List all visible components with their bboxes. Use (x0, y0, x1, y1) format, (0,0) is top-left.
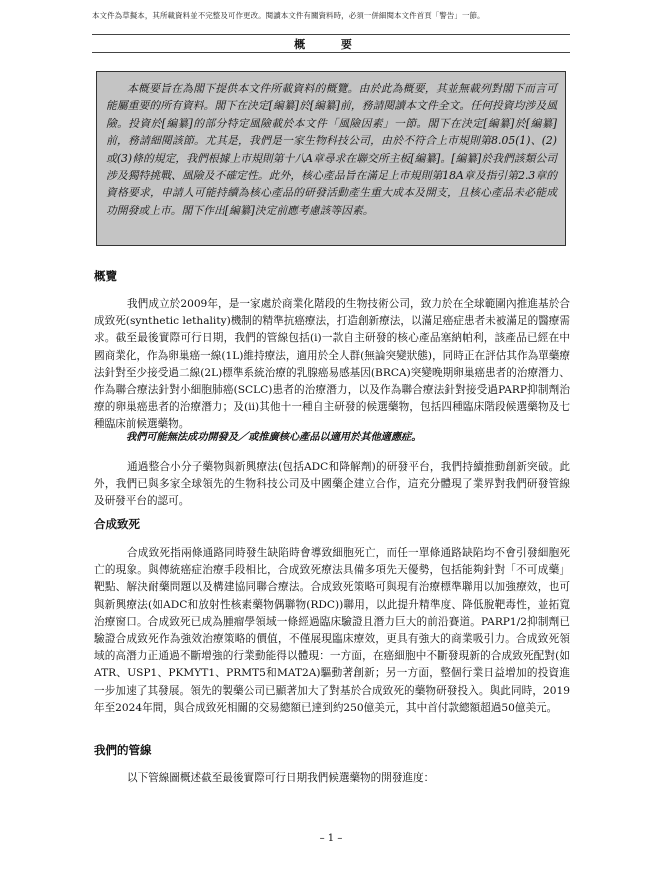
overview-paragraph-2: 通過整合小分子藥物與新興療法(包括ADC和降解劑)的研發平台，我們持續推動創新突破。此外，我們已與多家全球領先的生物科技公司及中國藥企建立合作，這充分體現了業界對我們研發管線及研發平台的認可。 (94, 461, 570, 508)
summary-disclaimer-text: 本概要旨在為閣下提供本文件所載資料的概覽。由於此為概要，其並無載列對閣下而言可能屬重要的所有資料。閣下在決定[編纂]於[編纂]前，務請閱讀本文件全文。任何投資均涉及風險。投資於[編纂]的部分特定風險載於本文件「風險因素」一節。閣下在決定[編纂]於[編纂]前，務請細閱該節。尤其是，我們是一家生物科技公司，由於不符合上市規則第8.05(1)、(2)或(3)條的規定，我們根據上市規則第十八A章尋求在聯交所主板[編纂]。[編纂]於我們該類公司涉及獨特挑戰、風險及不確定性。此外，核心產品旨在滿足上市規則第18A章及指引第2.3章的資格要求，申請人可能持續為核心產品的研發活動產生重大成本及開支，且核心產品未必能成功開發或上市。閣下作出[編纂]決定前應考慮該等因素。 (106, 82, 557, 217)
overview-risk-statement: 我們可能無法成功開發及／或推廣核心產品以適用於其他適應症。 (126, 432, 422, 443)
pipeline-paragraph: 以下管線圖概述截至最後實際可行日期我們候選藥物的開發進度： (127, 772, 435, 784)
title-bottom-rule (92, 52, 570, 53)
synthetic-lethality-paragraph: 合成致死指兩條通路同時發生缺陷時會導致細胞死亡，而任一單條通路缺陷均不會引發細胞死亡的現象。與傳統癌症治療手段相比，合成致死療法具備多項先天優勢，包括能夠針對「不可成藥」靶點、解決耐藥問題以及構建協同聯合療法。合成致死策略可與現有治療標準聯用以加強療效，也可與新興療法(如ADC和放射性核素藥物偶聯物(RDC))聯用，以此提升精準度、降低脫靶毒性，並拓寬治療窗口。合成致死已成為腫瘤學領域一條經過臨床驗證且潛力巨大的前沿賽道。PARP1/2抑制劑已驗證合成致死作為強效治療策略的價值，不僅展現臨床療效，更具有強大的商業吸引力。合成致死領域的高潛力正通過不斷增強的行業動能得以體現：一方面，在癌細胞中不斷發現新的合成致死配對(如ATR、USP1、PKMYT1、PRMT5和MAT2A)驅動著創新；另一方面，整個行業日益增加的投資進一步加速了其發展。領先的製藥公司已顯著加大了對基於合成致死的藥物研發投入。與此同時，2019年至2024年間，與合成致死相關的交易總額已達到約250億美元，其中首付款總額超過50億美元。 (94, 547, 570, 714)
summary-disclaimer-box (96, 71, 566, 246)
section-heading-pipeline: 我們的管線 (94, 743, 152, 757)
page-number: – 1 – (319, 833, 343, 844)
section-heading-synthetic-lethality: 合成致死 (94, 517, 140, 531)
section-heading-overview: 概覽 (94, 269, 117, 283)
overview-paragraph-1: 我們成立於2009年，是一家處於商業化階段的生物技術公司，致力於在全球範圍內推進基於合成致死(synthetic lethality)機制的精準抗癌療法，打造創新療法，以滿足癌症患者未被滿足的醫療需求。截至最後實際可行日期，我們的管線包括(i)一款自主研發的核心產品塞納帕利，該產品已經在中國商業化，作為卵巢癌一線(1L)維持療法，適用於全人群(無論突變狀態)，同時正在評估其作為單藥療法針對至少接受過二線(2L)標準系統治療的乳腺癌易感基因(BRCA)突變晚期卵巢癌患者的治療潛力、作為聯合療法針對小細胞肺癌(SCLC)患者的治療潛力，以及作為聯合療法針對接受過PARP抑制劑治療的卵巢癌患者的治療潛力；及(ii)其他十一種自主研發的候選藥物，包括四種臨床階段候選藥物及七種臨床前候選藥物。 (94, 298, 570, 431)
page-title: 概 要 (294, 38, 368, 51)
draft-warning-header: 本文件為草擬本，其所載資料並不完整及可作更改。閱讀本文件有關資料時，必須一併細閱本文件首頁「警告」一節。 (92, 11, 485, 20)
title-top-rule (92, 34, 570, 35)
